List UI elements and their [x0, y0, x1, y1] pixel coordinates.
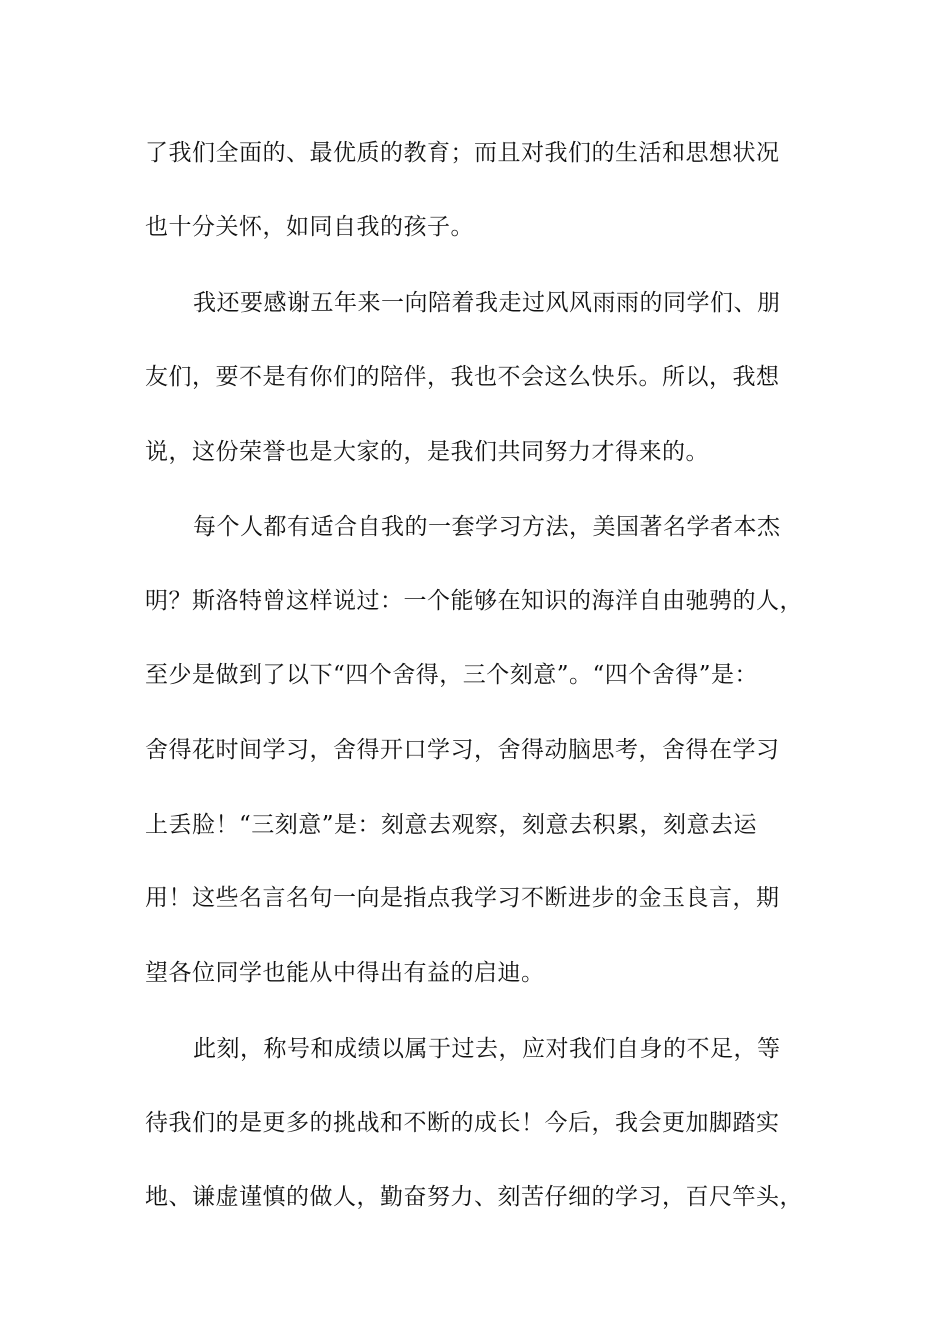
text-line: 也十分关怀，如同自我的孩子。	[145, 214, 474, 240]
text-line: 用！这些名言名句一向是指点我学习不断进步的金玉良言，期	[145, 885, 780, 911]
paragraph-start-line: 每个人都有适合自我的一套学习方法，美国著名学者本杰	[193, 514, 781, 540]
text-line: 了我们全面的、最优质的教育；而且对我们的生活和思想状况	[145, 140, 780, 166]
text-line: 说，这份荣誉也是大家的，是我们共同努力才得来的。	[145, 439, 709, 465]
paragraph-start-line: 我还要感谢五年来一向陪着我走过风风雨雨的同学们、朋	[193, 290, 781, 316]
text-line: 明？斯洛特曾这样说过：一个能够在知识的海洋自由驰骋的人，	[145, 588, 803, 614]
text-line: 至少是做到了以下“四个舍得，三个刻意”。“四个舍得”是：	[145, 662, 759, 688]
text-line: 友们，要不是有你们的陪伴，我也不会这么快乐。所以，我想	[145, 364, 780, 390]
text-line: 待我们的是更多的挑战和不断的成长！今后，我会更加脚踏实	[145, 1110, 780, 1136]
text-line: 舍得花时间学习，舍得开口学习，舍得动脑思考，舍得在学习	[145, 737, 780, 763]
text-line: 望各位同学也能从中得出有益的启迪。	[145, 960, 545, 986]
text-line: 地、谦虚谨慎的做人，勤奋努力、刻苦仔细的学习，百尺竿头，	[145, 1184, 803, 1210]
paragraph-start-line: 此刻，称号和成绩以属于过去，应对我们自身的不足，等	[193, 1036, 781, 1062]
text-line: 上丢脸！“三刻意”是：刻意去观察，刻意去积累，刻意去运	[145, 812, 758, 838]
